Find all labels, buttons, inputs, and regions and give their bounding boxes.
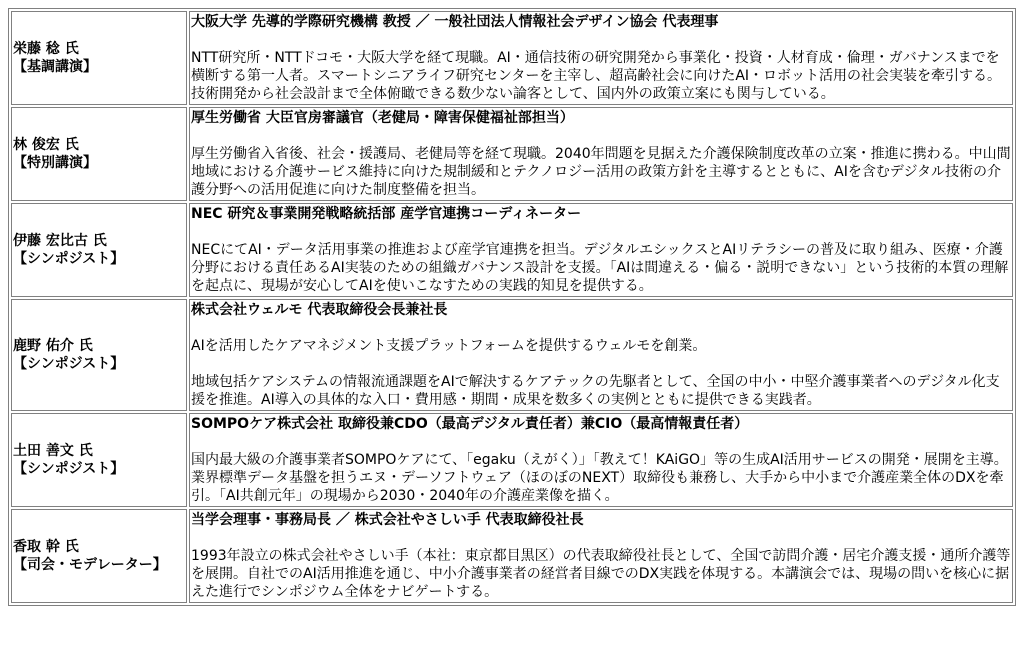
speaker-table-body — [11, 11, 1013, 603]
speaker-affiliation: 株式会社ウェルモ 代表取締役会長兼社長 — [191, 302, 448, 318]
speaker-role: 【シンポジスト】 — [13, 461, 125, 477]
speaker-description-cell — [189, 299, 1013, 411]
speaker-name: 鹿野 佑介 氏 — [13, 338, 93, 354]
speaker-name: 土田 善文 氏 — [13, 443, 93, 459]
speaker-description-cell — [189, 107, 1013, 201]
spacer — [191, 319, 1011, 337]
speaker-role: 【司会・モデレーター】 — [13, 557, 167, 573]
spacer — [191, 127, 1011, 145]
speaker-affiliation: SOMPOケア株式会社 取締役兼CDO（最高デジタル責任者）兼CIO（最高情報責任者） — [191, 416, 749, 432]
speaker-bio: NECにてAI・データ活用事業の推進および産学官連携を担当。デジタルエシックスとAIリテラシーの普及に取り組み、医療・介護分野における責任あるAI実装のための組織ガバナンス設計を支援。「AIは間違える・偏る・説明できない」という技術的本質の理解を起点に、現場が安心してAIを使いこなすための実践的知見を提供する。 — [191, 242, 1009, 294]
speaker-name-cell — [11, 413, 187, 507]
speaker-description-cell — [189, 203, 1013, 297]
speaker-name-cell — [11, 203, 187, 297]
speaker-name-cell — [11, 107, 187, 201]
speaker-affiliation: 当学会理事・事務局長 ／ 株式会社やさしい手 代表取締役社長 — [191, 512, 584, 528]
speaker-role: 【シンポジスト】 — [13, 251, 125, 267]
speaker-name-cell — [11, 299, 187, 411]
speaker-name-cell — [11, 509, 187, 603]
speaker-name-cell — [11, 11, 187, 105]
speaker-row — [11, 509, 1013, 603]
spacer — [191, 355, 1011, 373]
speaker-name: 栄藤 稔 氏 — [13, 41, 79, 57]
spacer — [191, 529, 1011, 547]
speaker-bio: 国内最大級の介護事業者SOMPOケアにて、「egaku（えがく）」「教えて！KAiGO」等の生成AI活用サービスの開発・展開を主導。業界標準データ基盤を担うエヌ・デーソフトウェア（ほのぼのNEXT）取締役も兼務し、大手から中小まで介護産業全体のDXを牽引。「AI共創元年」の現場から2030・2040年の介護産業像を描く。 — [191, 452, 1008, 504]
speaker-row — [11, 107, 1013, 201]
speaker-bio: 地域包括ケアシステムの情報流通課題をAIで解決するケアテックの先駆者として、全国の中小・中堅介護事業者へのデジタル化支援を推進。AI導入の具体的な入口・費用感・期間・成果を数多くの実例とともに提供できる実践者。 — [191, 374, 1000, 408]
speaker-name: 香取 幹 氏 — [13, 539, 79, 555]
speaker-row — [11, 11, 1013, 105]
speaker-description-cell — [189, 11, 1013, 105]
speaker-bio: AIを活用したケアマネジメント支援プラットフォームを提供するウェルモを創業。 — [191, 338, 707, 354]
speaker-affiliation: 厚生労働省 大臣官房審議官（老健局・障害保健福祉部担当） — [191, 110, 574, 126]
spacer — [191, 223, 1011, 241]
speaker-name: 林 俊宏 氏 — [13, 137, 79, 153]
speaker-bio: NTT研究所・NTTドコモ・大阪大学を経て現職。AI・通信技術の研究開発から事業化・投資・人材育成・倫理・ガバナンスまでを横断する第一人者。スマートシニアライフ研究センターを主宰し、超高齢社会に向けたAI・ロボット活用の社会実装を牽引する。技術開発から社会設計まで全体俯瞰できる数少ない論客として、国内外の政策立案にも関与している。 — [191, 50, 1002, 102]
speaker-row — [11, 299, 1013, 411]
speaker-affiliation: NEC 研究＆事業開発戦略統括部 産学官連携コーディネーター — [191, 206, 582, 222]
speaker-description-cell — [189, 509, 1013, 603]
speaker-bio: 厚生労働省入省後、社会・援護局、老健局等を経て現職。2040年問題を見据えた介護保険制度改革の立案・推進に携わる。中山間地域における介護サービス維持に向けた規制緩和とテクノロジー活用の政策方針を主導するとともに、AIを含むデジタル技術の介護分野への活用促進に向けた制度整備を担当。 — [191, 146, 1011, 198]
speaker-role: 【基調講演】 — [13, 59, 97, 75]
speaker-description-cell — [189, 413, 1013, 507]
speaker-row — [11, 413, 1013, 507]
spacer — [191, 31, 1011, 49]
speaker-table — [8, 8, 1016, 606]
speaker-name: 伊藤 宏比古 氏 — [13, 233, 107, 249]
speaker-bio: 1993年設立の株式会社やさしい手（本社：東京都目黒区）の代表取締役社長として、全国で訪問介護・居宅介護支援・通所介護等を展開。自社でのAI活用推進を通じ、中小介護事業者の経営者目線でのDX実践を体現する。本講演会では、現場の問いを核心に据えた進行でシンポジウム全体をナビゲートする。 — [191, 548, 1011, 600]
speaker-role: 【特別講演】 — [13, 155, 97, 171]
speaker-affiliation: 大阪大学 先導的学際研究機構 教授 ／ 一般社団法人情報社会デザイン協会 代表理事 — [191, 14, 719, 30]
speaker-row — [11, 203, 1013, 297]
spacer — [191, 433, 1011, 451]
speaker-role: 【シンポジスト】 — [13, 356, 125, 372]
